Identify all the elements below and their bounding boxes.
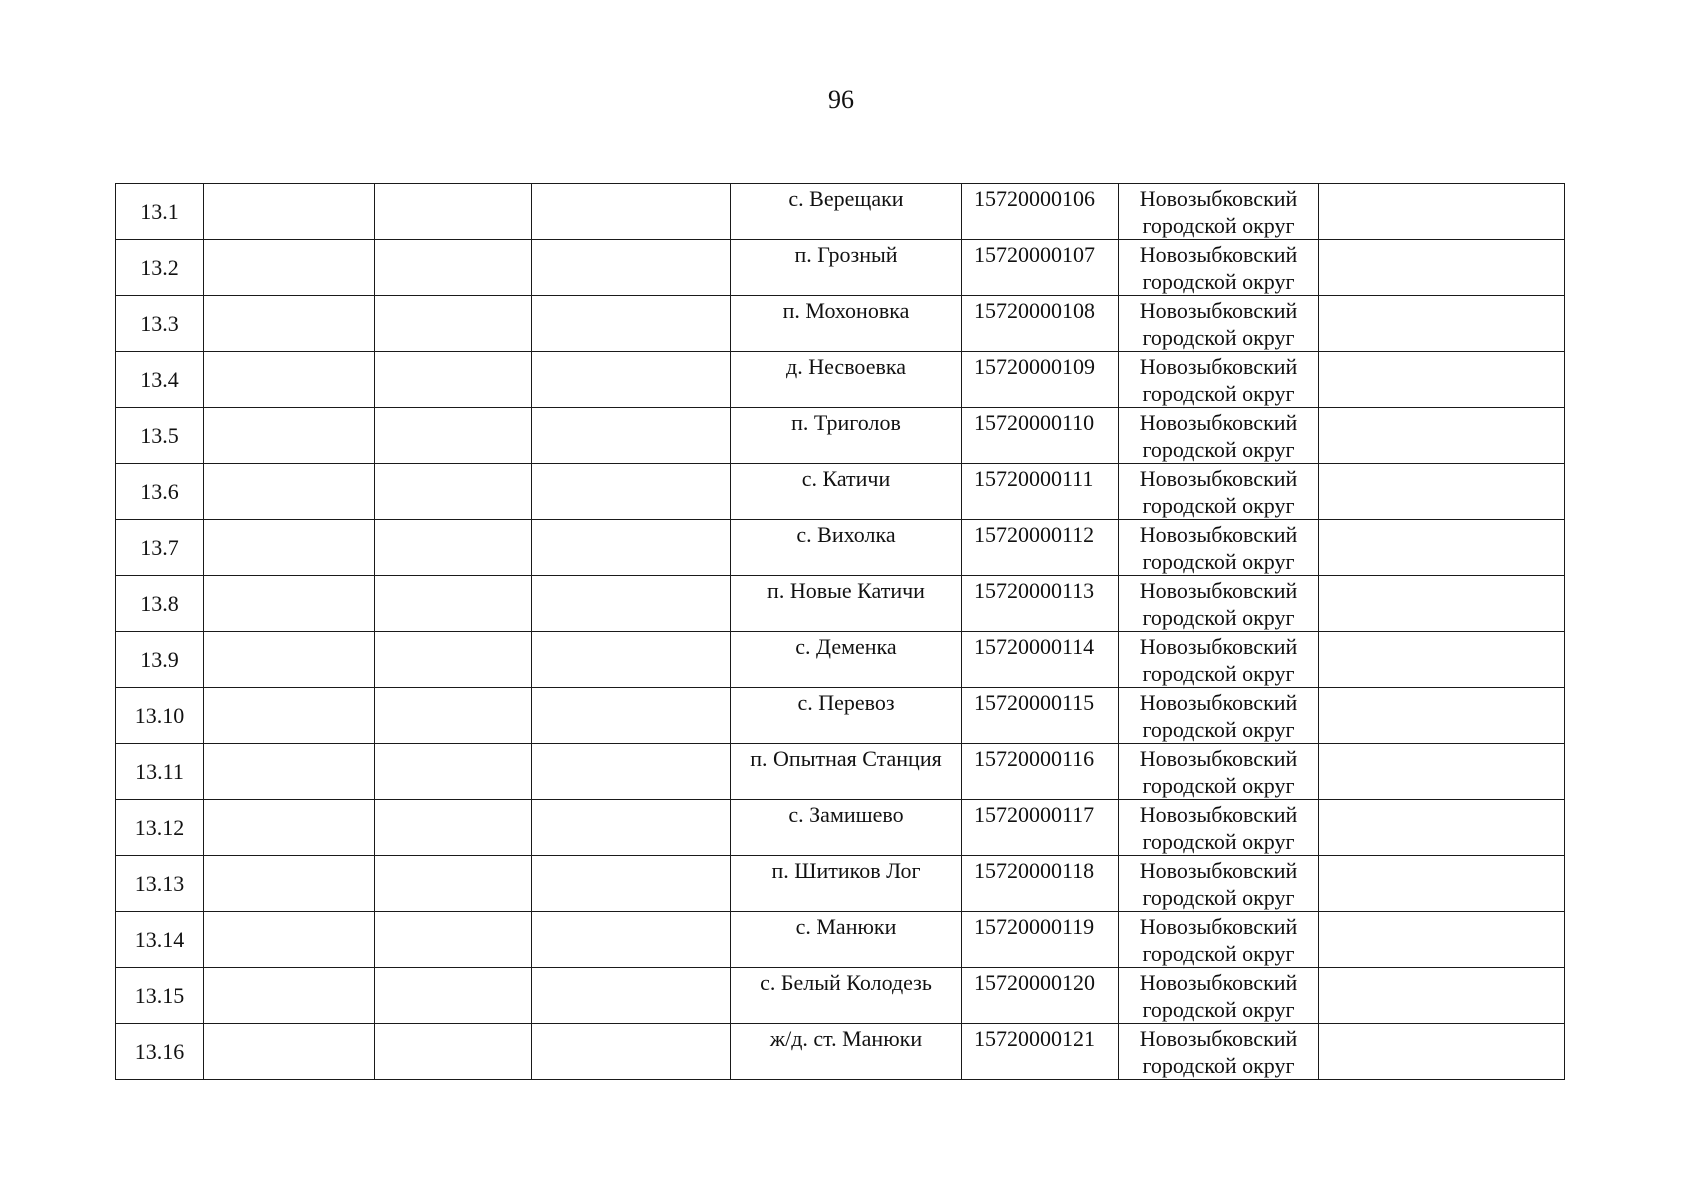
table-row [116, 576, 1565, 632]
district-line-1: Новозыбковский [1139, 354, 1298, 379]
empty-cell [1319, 520, 1565, 576]
empty-cell [375, 968, 532, 1024]
empty-cell [1319, 464, 1565, 520]
empty-cell [532, 520, 731, 576]
district-line-2: городской округ [1142, 997, 1295, 1022]
district-line-1: Новозыбковский [1139, 298, 1298, 323]
empty-cell [532, 408, 731, 464]
table-row [116, 856, 1565, 912]
row-number-cell: 13.1 [116, 184, 204, 240]
row-number-cell: 13.6 [116, 464, 204, 520]
empty-cell [204, 408, 375, 464]
oktmo-code-cell: 15720000116 [962, 744, 1119, 800]
row-number-cell: 13.7 [116, 520, 204, 576]
oktmo-code-cell: 15720000109 [962, 352, 1119, 408]
empty-cell [375, 632, 532, 688]
empty-cell [375, 408, 532, 464]
empty-cell [375, 576, 532, 632]
table-body [116, 184, 1565, 1080]
district-cell [1119, 632, 1319, 688]
district-cell [1119, 352, 1319, 408]
oktmo-code-cell: 15720000120 [962, 968, 1119, 1024]
table-row [116, 968, 1565, 1024]
row-number-cell: 13.14 [116, 912, 204, 968]
district-cell [1119, 408, 1319, 464]
settlement-name-cell: с. Верещаки [731, 184, 962, 240]
district-line-1: Новозыбковский [1139, 634, 1298, 659]
empty-cell [204, 576, 375, 632]
empty-cell [375, 1024, 532, 1080]
row-number-cell: 13.10 [116, 688, 204, 744]
empty-cell [532, 912, 731, 968]
oktmo-code-cell: 15720000119 [962, 912, 1119, 968]
empty-cell [532, 856, 731, 912]
empty-cell [204, 464, 375, 520]
empty-cell [532, 184, 731, 240]
district-line-1: Новозыбковский [1139, 522, 1298, 547]
settlement-name-cell: п. Опытная Станция [731, 744, 962, 800]
district-cell [1119, 520, 1319, 576]
settlement-name-cell: п. Мохоновка [731, 296, 962, 352]
district-line-1: Новозыбковский [1139, 690, 1298, 715]
table-row [116, 352, 1565, 408]
district-line-1: Новозыбковский [1139, 802, 1298, 827]
table-row [116, 632, 1565, 688]
empty-cell [375, 464, 532, 520]
empty-cell [375, 856, 532, 912]
empty-cell [204, 184, 375, 240]
row-number-cell: 13.13 [116, 856, 204, 912]
oktmo-code-cell: 15720000121 [962, 1024, 1119, 1080]
empty-cell [1319, 184, 1565, 240]
empty-cell [1319, 576, 1565, 632]
oktmo-code-cell: 15720000111 [962, 464, 1119, 520]
table-row [116, 240, 1565, 296]
district-line-2: городской округ [1142, 1053, 1295, 1078]
district-line-2: городской округ [1142, 941, 1295, 966]
district-line-2: городской округ [1142, 717, 1295, 742]
district-line-2: городской округ [1142, 549, 1295, 574]
row-number-cell: 13.8 [116, 576, 204, 632]
table-row [116, 184, 1565, 240]
empty-cell [204, 856, 375, 912]
empty-cell [204, 912, 375, 968]
empty-cell [204, 240, 375, 296]
district-line-1: Новозыбковский [1139, 746, 1298, 771]
district-cell [1119, 688, 1319, 744]
empty-cell [204, 1024, 375, 1080]
empty-cell [204, 352, 375, 408]
settlement-name-cell: с. Перевоз [731, 688, 962, 744]
district-cell [1119, 744, 1319, 800]
empty-cell [1319, 856, 1565, 912]
empty-cell [375, 352, 532, 408]
table-row [116, 520, 1565, 576]
row-number-cell: 13.11 [116, 744, 204, 800]
empty-cell [204, 744, 375, 800]
oktmo-code-cell: 15720000106 [962, 184, 1119, 240]
empty-cell [375, 912, 532, 968]
settlement-name-cell: с. Вихолка [731, 520, 962, 576]
oktmo-code-cell: 15720000117 [962, 800, 1119, 856]
settlement-name-cell: п. Триголов [731, 408, 962, 464]
table-row [116, 744, 1565, 800]
empty-cell [1319, 352, 1565, 408]
empty-cell [375, 296, 532, 352]
settlement-name-cell: д. Несвоевка [731, 352, 962, 408]
oktmo-code-cell: 15720000115 [962, 688, 1119, 744]
district-cell [1119, 968, 1319, 1024]
oktmo-code-cell: 15720000110 [962, 408, 1119, 464]
empty-cell [1319, 912, 1565, 968]
empty-cell [204, 520, 375, 576]
empty-cell [1319, 240, 1565, 296]
district-line-1: Новозыбковский [1139, 914, 1298, 939]
district-cell [1119, 800, 1319, 856]
table-row [116, 1024, 1565, 1080]
empty-cell [204, 800, 375, 856]
district-line-1: Новозыбковский [1139, 970, 1298, 995]
empty-cell [532, 744, 731, 800]
empty-cell [375, 688, 532, 744]
settlement-name-cell: п. Новые Катичи [731, 576, 962, 632]
district-line-2: городской округ [1142, 381, 1295, 406]
district-cell [1119, 296, 1319, 352]
row-number-cell: 13.2 [116, 240, 204, 296]
table-row [116, 408, 1565, 464]
district-cell [1119, 856, 1319, 912]
district-line-1: Новозыбковский [1139, 466, 1298, 491]
district-line-1: Новозыбковский [1139, 242, 1298, 267]
oktmo-code-cell: 15720000113 [962, 576, 1119, 632]
settlements-table [115, 183, 1565, 1080]
empty-cell [375, 744, 532, 800]
settlement-name-cell: с. Замишево [731, 800, 962, 856]
empty-cell [532, 800, 731, 856]
empty-cell [1319, 968, 1565, 1024]
settlement-name-cell: с. Белый Колодезь [731, 968, 962, 1024]
table-row [116, 912, 1565, 968]
empty-cell [532, 1024, 731, 1080]
district-line-2: городской округ [1142, 885, 1295, 910]
district-line-2: городской округ [1142, 269, 1295, 294]
empty-cell [532, 632, 731, 688]
empty-cell [204, 632, 375, 688]
row-number-cell: 13.16 [116, 1024, 204, 1080]
empty-cell [532, 576, 731, 632]
settlement-name-cell: п. Грозный [731, 240, 962, 296]
oktmo-code-cell: 15720000107 [962, 240, 1119, 296]
district-line-2: городской округ [1142, 605, 1295, 630]
district-cell [1119, 576, 1319, 632]
district-line-1: Новозыбковский [1139, 410, 1298, 435]
page-number: 96 [828, 85, 854, 114]
empty-cell [532, 968, 731, 1024]
row-number-cell: 13.4 [116, 352, 204, 408]
settlement-name-cell: с. Манюки [731, 912, 962, 968]
oktmo-code-cell: 15720000112 [962, 520, 1119, 576]
empty-cell [1319, 632, 1565, 688]
district-line-1: Новозыбковский [1139, 858, 1298, 883]
district-cell [1119, 184, 1319, 240]
settlement-name-cell: ж/д. ст. Манюки [731, 1024, 962, 1080]
settlement-name-cell: с. Деменка [731, 632, 962, 688]
settlement-name-cell: с. Катичи [731, 464, 962, 520]
district-cell [1119, 1024, 1319, 1080]
district-line-2: городской округ [1142, 325, 1295, 350]
empty-cell [1319, 1024, 1565, 1080]
table-row [116, 800, 1565, 856]
empty-cell [532, 352, 731, 408]
empty-cell [532, 688, 731, 744]
empty-cell [1319, 296, 1565, 352]
district-cell [1119, 464, 1319, 520]
empty-cell [1319, 744, 1565, 800]
district-line-1: Новозыбковский [1139, 186, 1298, 211]
district-line-1: Новозыбковский [1139, 1026, 1298, 1051]
district-line-1: Новозыбковский [1139, 578, 1298, 603]
table-row [116, 464, 1565, 520]
district-line-2: городской округ [1142, 661, 1295, 686]
empty-cell [204, 688, 375, 744]
empty-cell [532, 296, 731, 352]
district-line-2: городской округ [1142, 213, 1295, 238]
empty-cell [375, 800, 532, 856]
oktmo-code-cell: 15720000118 [962, 856, 1119, 912]
empty-cell [204, 968, 375, 1024]
empty-cell [1319, 800, 1565, 856]
district-line-2: городской округ [1142, 437, 1295, 462]
oktmo-code-cell: 15720000114 [962, 632, 1119, 688]
district-line-2: городской округ [1142, 829, 1295, 854]
row-number-cell: 13.12 [116, 800, 204, 856]
row-number-cell: 13.5 [116, 408, 204, 464]
empty-cell [375, 240, 532, 296]
district-cell [1119, 912, 1319, 968]
empty-cell [375, 520, 532, 576]
empty-cell [1319, 408, 1565, 464]
empty-cell [375, 184, 532, 240]
row-number-cell: 13.9 [116, 632, 204, 688]
empty-cell [204, 296, 375, 352]
row-number-cell: 13.15 [116, 968, 204, 1024]
row-number-cell: 13.3 [116, 296, 204, 352]
table-row [116, 296, 1565, 352]
district-line-2: городской округ [1142, 493, 1295, 518]
district-line-2: городской округ [1142, 773, 1295, 798]
table-row [116, 688, 1565, 744]
empty-cell [532, 464, 731, 520]
oktmo-code-cell: 15720000108 [962, 296, 1119, 352]
settlement-name-cell: п. Шитиков Лог [731, 856, 962, 912]
district-cell [1119, 240, 1319, 296]
empty-cell [1319, 688, 1565, 744]
empty-cell [532, 240, 731, 296]
